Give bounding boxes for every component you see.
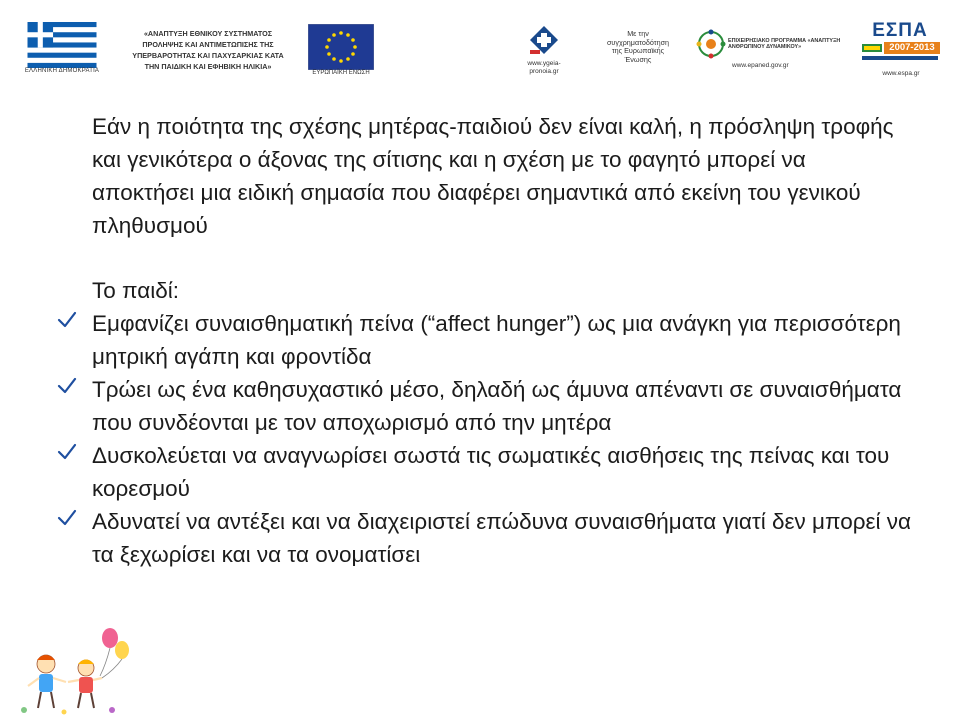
espa-years: 2007-2013 — [884, 42, 940, 54]
ygeia-url-line: www.ygeia- — [527, 60, 561, 67]
checkmark-icon — [56, 441, 78, 463]
header-logos — [0, 0, 960, 90]
child-label: Το παιδί: — [92, 278, 180, 303]
project-title-line: «ΑΝΑΠΤΥΞΗ ΕΘΝΙΚΟΥ ΣΥΣΤΗΜΑΤΟΣ — [143, 29, 273, 38]
project-title-line: ΤΗΝ ΠΑΙΔΙΚΗ ΚΑΙ ΕΦΗΒΙΚΗ ΗΛΙΚΙΑ» — [144, 62, 272, 71]
greek-flag-logo — [22, 22, 102, 68]
project-title-line: ΥΠΕΡΒΑΡΟΤΗΤΑΣ ΚΑΙ ΠΑΧΥΣΑΡΚΙΑΣ ΚΑΤΑ — [132, 51, 284, 60]
ygeia-url-line: pronoia.gr — [529, 68, 559, 75]
epaned-logo — [694, 28, 728, 60]
epaned-title: ΕΠΙΧΕΙΡΗΣΙΑΚΟ ΠΡΟΓΡΑΜΜΑ «ΑΝΑΠΤΥΞΗ ΑΝΘΡΩΠΙΝΟΥ ΔΥΝΑΜΙΚΟΥ» — [728, 38, 841, 51]
checkmark-icon — [56, 375, 78, 397]
project-title-line: ΠΡΟΛΗΨΗΣ ΚΑΙ ΑΝΤΙΜΕΤΩΠΙΣΗΣ ΤΗΣ — [142, 40, 274, 49]
intro-paragraph: Εάν η ποιότητα της σχέσης μητέρας-παιδιού δεν είναι καλή, η πρόσληψη τροφής και γενικότερα ο άξονας της σίτισης και η σχέση με το φαγητό μπορεί να αποκτήσει μια ειδική σημασία που διαφέρει σημαντικά από εκείνη του γενικού πληθυσμού — [92, 114, 894, 238]
ygeia-url — [516, 60, 572, 76]
checkmark-icon — [56, 309, 78, 331]
cofunding-line: Ένωσης — [624, 54, 652, 64]
ygeia-pronoia-logo — [528, 24, 560, 56]
bullet-text: Αδυνατεί να αντέξει και να διαχειριστεί επώδυνα συναισθήματα γιατί δεν μπορεί να τα ξεχωρίσει και να τα ονοματίσει — [92, 509, 912, 567]
bullet-item — [92, 307, 912, 373]
espa-title: ΕΣΠΑ — [872, 20, 928, 41]
espa-url: www.espa.gr — [882, 70, 920, 77]
bullet-text: Τρώει ως ένα καθησυχαστικό μέσο, δηλαδή ως άμυνα απέναντι σε συναισθήματα που συνδέονται με τον αποχωρισμό από την μητέρα — [92, 377, 902, 435]
cofunding-text — [592, 30, 684, 64]
cofunding-line: της Ευρωπαϊκής — [611, 46, 665, 56]
bullet-text: Εμφανίζει συναισθηματική πείνα (“affect hunger”) ως μια ανάγκη για περισσότερη μητρική αγάπη και φροντίδα — [92, 311, 901, 369]
eu-flag-logo — [308, 24, 374, 70]
project-title — [118, 28, 298, 72]
bullet-item — [92, 505, 912, 571]
eu-caption: ΕΥΡΩΠΑΪΚΗ ΕΝΩΣΗ — [312, 70, 370, 76]
bullet-list — [92, 307, 912, 571]
checkmark-icon — [56, 507, 78, 529]
flag-caption: ΕΛΛΗΝΙΚΗ ΔΗΜΟΚΡΑΤΙΑ — [24, 68, 100, 74]
children-balloons-illustration — [14, 624, 132, 716]
bullet-text: Δυσκολεύεται να αναγνωρίσει σωστά τις σωματικές αισθήσεις της πείνας και του κορεσμού — [92, 443, 890, 501]
cofunding-line: συγχρηματοδότηση — [606, 37, 670, 47]
slide-content — [92, 110, 912, 571]
bullet-item — [92, 439, 912, 505]
epaned-url: www.epaned.gov.gr — [732, 62, 789, 69]
bullet-item — [92, 373, 912, 439]
cofunding-line: Με την — [627, 29, 649, 38]
